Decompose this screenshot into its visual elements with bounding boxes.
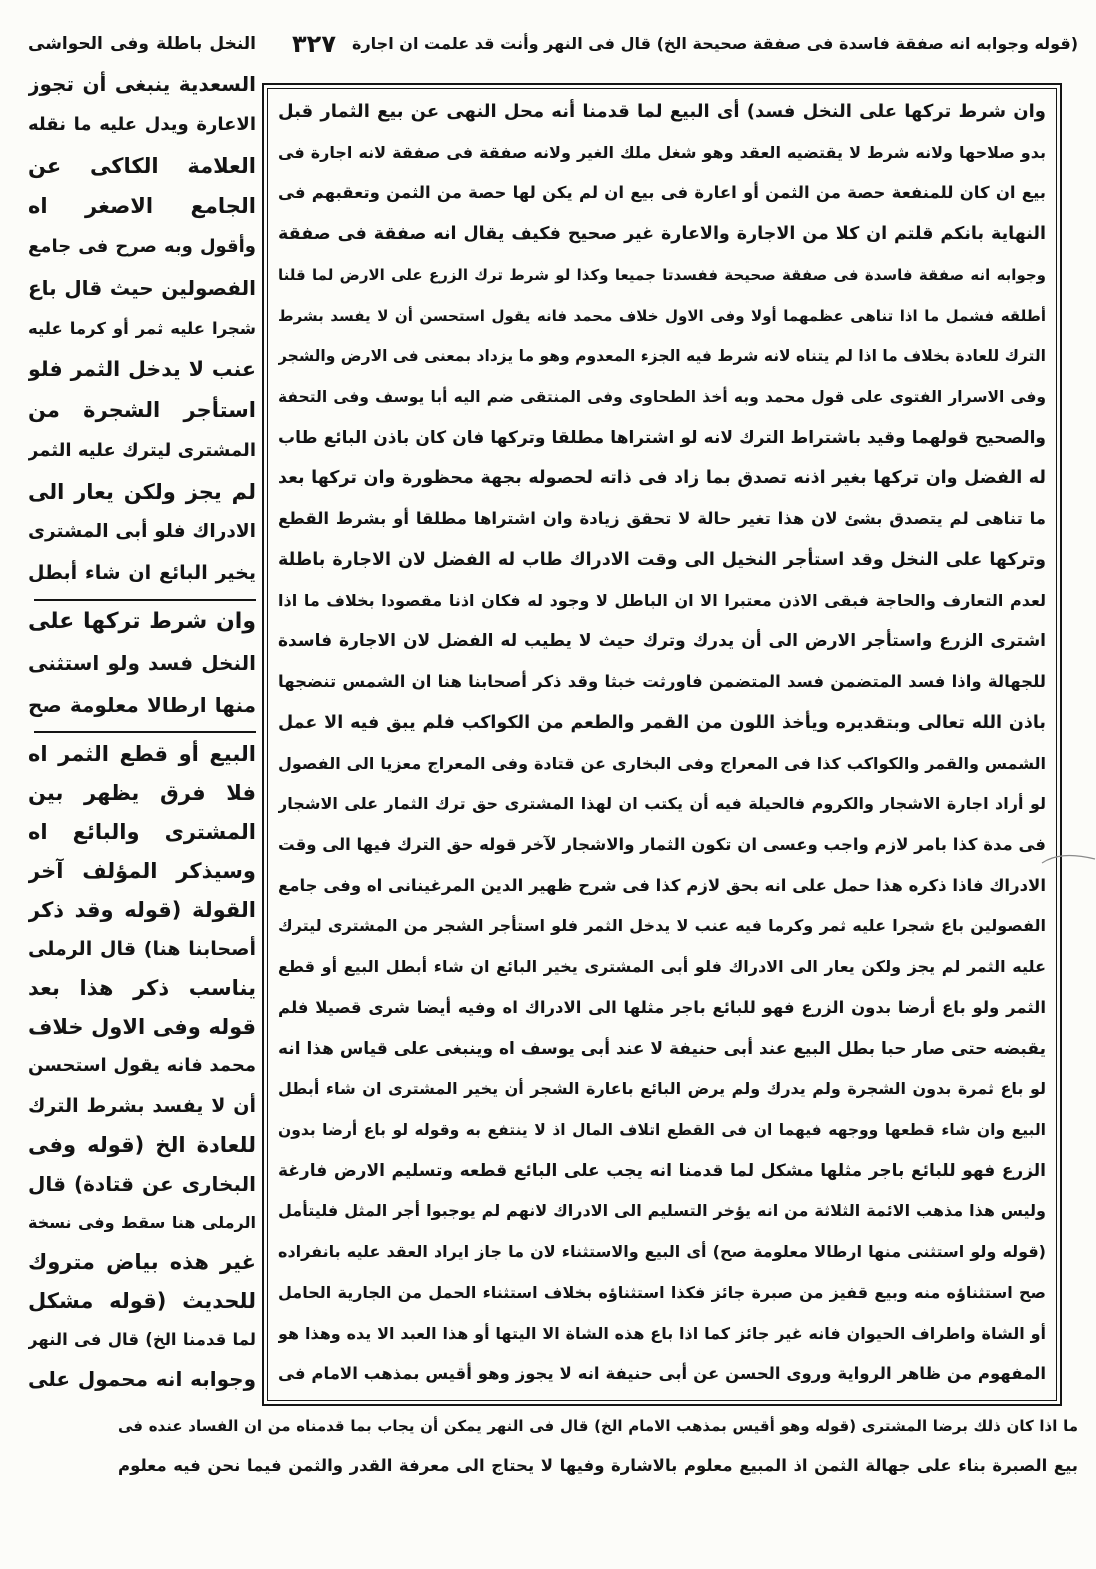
margin-matn-block [28, 604, 256, 728]
main-text-line: وليس هذا مذهب الائمة الثلاثة من انه يؤخر التسليم الى الادراك لانهم لم يوجبوا أجر المثل فليتأمل [278, 1201, 1046, 1221]
margin-note-line: غير هذه بياض متروك [28, 1249, 256, 1274]
margin-note-line: الادراك فلو أبى المشترى [28, 521, 256, 543]
margin-divider [34, 599, 256, 601]
margin-notes-block [28, 736, 256, 1400]
main-text-line: لو أراد اجارة الاشجار والكروم فالحيلة فيه أن يكتب ان لهذا المشترى حق ترك الثمار على الاشجار [278, 794, 1046, 814]
margin-matn-line: منها ارطالا معلومة صح [28, 692, 256, 717]
main-text-line: باذن الله تعالى وبتقديره ويأخذ اللون من القمر والطعم من الكواكب فلم يبق فيه الا عمل [278, 712, 1046, 733]
margin-notes-block [28, 66, 256, 596]
margin-note-line: محمد فانه يقول استحسن [28, 1055, 256, 1077]
main-text-line: له الفضل وان تركها بغير اذنه تصدق بما زاد فى ذاته لحصوله بجهة محظورة وان تركها بعد [278, 468, 1046, 489]
main-text-line: وتركها على النخل وقد استأجر النخيل الى وقت الادراك طاب له الفضل لان الاجارة باطلة [278, 549, 1046, 570]
main-text-line: الشمس والقمر والكواكب كذا فى المعراج وفى البخارى عن قتادة وفى المعراج معزيا الى الفصول [278, 753, 1046, 773]
main-text-line: الزرع فهو للبائع باجر مثلها مشكل لما قدمنا انه يجب على البائع قطعه وتسليم الارض فارغة [278, 1160, 1046, 1181]
page-number: ٣٢٧ [292, 30, 336, 58]
main-text-line: أو الشاة واطراف الحيوان فانه غير جائز كما اذا باع هذه الشاة الا اليتها أو هذا العبد الا يده وهذا هو [278, 1323, 1046, 1343]
margin-note-line: الاعارة ويدل عليه ما نقله [28, 113, 256, 135]
main-text-line: لو باع ثمرة بدون الشجرة ولم يدرك ولم يرض البائع باعارة الشجر أن يخير المشترى ان شاء أبطل [278, 1079, 1046, 1099]
main-text-line: بيع ان كان للمنفعة حصة من الثمن أو اعارة فى بيع ان لم يكن لها حصة من الثمن وتعقبهم فى [278, 183, 1046, 203]
margin-note-line: السعدية ينبغى أن تجوز [28, 72, 256, 96]
main-text-line: ما تناهى لم يتصدق بشئ لان هذا تغير حالة لا تحقق زيادة وان اشتراها مطلقا أو بشرط القطع [278, 509, 1046, 529]
running-title: (قوله وجوابه انه صفقة فاسدة فى صفقة صحيحة الخ) قال فى النهر وأنت قد علمت ان اجارة [352, 34, 1078, 53]
margin-note-line: الجامع الاصغر اه [28, 194, 256, 219]
pencil-mark [1040, 845, 1096, 875]
margin-divider [34, 731, 256, 733]
margin-note-line: وأقول وبه صرح فى جامع [28, 236, 256, 258]
main-text-line: للجهالة واذا فسد المتضمن فسد المتضمن فاورثت خبثا وقد ذكر أصحابنا هنا ان الشمس تنضجها [278, 672, 1046, 692]
margin-note-line: يناسب ذكر هذا بعد [28, 976, 256, 1001]
main-text-box [262, 83, 1062, 1406]
margin-note-line: لم يجز ولكن يعار الى [28, 479, 256, 504]
margin-note-line: أصحابنا هنا) قال الرملى [28, 938, 256, 961]
margin-note-line: وسيذكر المؤلف آخر [28, 859, 256, 884]
main-text-line: الترك للعادة بخلاف ما اذا لم يتناه لانه شرط فيه الجزء المعدوم وهو ما يزداد بمعنى فى الارض والشجر [278, 347, 1046, 366]
margin-note-line: المشترى ليترك عليه الثمر [28, 439, 256, 461]
margin-note-line: شجرا عليه ثمر أو كرما عليه [28, 318, 256, 338]
margin-note-line: للحديث (قوله مشكل [28, 1288, 256, 1313]
margin-note-line: عنب لا يدخل الثمر فلو [28, 357, 256, 382]
main-text-line: اشترى الزرع واستأجر الارض الى أن يدرك وترك حيث لا يطيب له الفضل لان الاجارة فاسدة [278, 631, 1046, 652]
margin-matn-line: النخل فسد ولو استثنى [28, 651, 256, 676]
main-text-line: عليه الثمر لم يجز ولكن يعار الى الادراك فلو أبى المشترى يخير البائع ان شاء أبطل البيع أو قطع [278, 957, 1046, 977]
margin-note-line: لما قدمنا الخ) قال فى النهر [28, 1329, 256, 1349]
main-text-line: النهاية بانكم قلتم ان كلا من الاجارة والاعارة غير صحيح فكيف يقال انه صفقة فى صفقة [278, 224, 1046, 245]
main-text-line: وفى الاسرار الفتوى على قول محمد وبه أخذ الطحاوى وفى المنتقى ضم اليه أبا يوسف وفى التحفة [278, 388, 1046, 407]
main-text-line: وان شرط تركها على النخل فسد) أى البيع لما قدمنا أنه محل النهى عن بيع الثمار قبل [278, 101, 1046, 122]
margin-note-line: العلامة الكاكى عن [28, 153, 256, 178]
main-text-line: لعدم التعارف والحاجة فبقى الاذن معتبرا الا ان الباطل لا وجود له فكان اذنا مقصودا بخلاف ما اذا [278, 590, 1046, 610]
main-text-line: بدو صلاحها ولانه شرط لا يقتضيه العقد وهو شغل ملك الغير ولانه صفقة فى صفقة لانه اجارة فى [278, 142, 1046, 162]
margin-note-line: البخارى عن قتادة) قال [28, 1171, 256, 1196]
margin-note-line: للعادة الخ (قوله وفى [28, 1132, 256, 1157]
margin-note-line: وجوابه انه محمول على [28, 1366, 256, 1391]
margin-note-line: المشترى والبائع اه [28, 820, 256, 845]
margin-matn-line: وان شرط تركها على [28, 609, 256, 634]
main-text-inner-frame [267, 88, 1057, 1401]
margin-note-line: قوله وفى الاول خلاف [28, 1015, 256, 1040]
footer-text-line: ما اذا كان ذلك برضا المشترى (قوله وهو أقيس بمذهب الامام الخ) قال فى النهر يمكن أن يجاب بما قدمناه من ان الفساد عنده فى [118, 1417, 1078, 1435]
margin-note-line: أن لا يفسد بشرط الترك [28, 1094, 256, 1117]
margin-note-line: استأجر الشجرة من [28, 398, 256, 423]
margin-note-line: القولة (قوله وقد ذكر [28, 898, 256, 923]
footer-text [118, 1408, 1078, 1488]
margin-note-line: البيع أو قطع الثمر اه [28, 742, 256, 766]
margin-note-line: الرملى هنا سقط وفى نسخة [28, 1212, 256, 1232]
main-text-line: الادراك فاذا ذكره هذا حمل على انه بحق لازم كذا فى شرح ظهير الدين المرغينانى اه وفى جامع [278, 875, 1046, 895]
main-text-line: فى مدة كذا بامر لازم واجب وعسى ان تكون الثمار والاشجار لآخر قوله حق الترك فيها الى وقت [278, 834, 1046, 854]
main-text-line: الفصولين باع شجرا عليه ثمر وكرما فيه عنب لا يدخل الثمر فلو استأجر الشجر من المشترى ليترك [278, 916, 1046, 936]
main-text-line: الثمر ولو باع أرضا بدون الزرع فهو للبائع باجر مثلها الى الادراك اه وفيه أيضا شرى قصيلا فلم [278, 997, 1046, 1017]
main-text-line: المفهوم من ظاهر الرواية وروى الحسن عن أبى حنيفة انه لا يجوز وهو أقيس بمذهب الامام فى [278, 1364, 1046, 1384]
margin-note-line: يخير البائع ان شاء أبطل [28, 562, 256, 585]
margin-note-line: فلا فرق يظهر بين [28, 781, 256, 806]
main-text-line: يقبضه حتى صار حبا بطل البيع عند أبى حنيفة لا عند أبى يوسف اه وينبغى على قياس هذا انه [278, 1038, 1046, 1059]
main-text-line: أطلقه فشمل ما اذا تناهى عظمهما أولا وفى الاول خلاف محمد فانه يقول استحسن أن لا يفسد بشرط [278, 306, 1046, 325]
footer-text-line: بيع الصبرة بناء على جهالة الثمن اذ المبيع معلوم بالاشارة وفيها لا يحتاج الى معرفة القدر والثمن فيما نحن فيه معلوم [118, 1456, 1078, 1475]
margin-note-line: الفصولين حيث قال باع [28, 275, 256, 300]
main-text-line: (قوله ولو استثنى منها ارطالا معلومة صح) أى البيع والاستثناء لان ما جاز ايراد العقد عليه بانفراده [278, 1242, 1046, 1262]
main-text-lines [278, 93, 1046, 1396]
main-text-line: صح استثناؤه منه وبيع قفيز من صبرة جائز فكذا استثناؤه بخلاف استثناء الحمل من الجارية الحامل [278, 1282, 1046, 1302]
main-text-line: وجوابه انه صفقة فاسدة فى صفقة صحيحة ففسدتا جميعا وكذا لو شرط ترك الزرع على الارض لما قلنا [278, 265, 1046, 284]
main-text-line: البيع وان شاء قطعها ووجهه فيهما ان فى القطع اتلاف المال اذ لا ينتفع به وقوله لو باع أرضا بدون [278, 1120, 1046, 1139]
main-text-line: والصحيح قولهما وقيد باشتراط الترك لانه لو اشتراها مطلقا وتركها فان كان باذن البائع طاب [278, 427, 1046, 448]
margin-title: النخل باطلة وفى الحواشى [28, 34, 256, 54]
